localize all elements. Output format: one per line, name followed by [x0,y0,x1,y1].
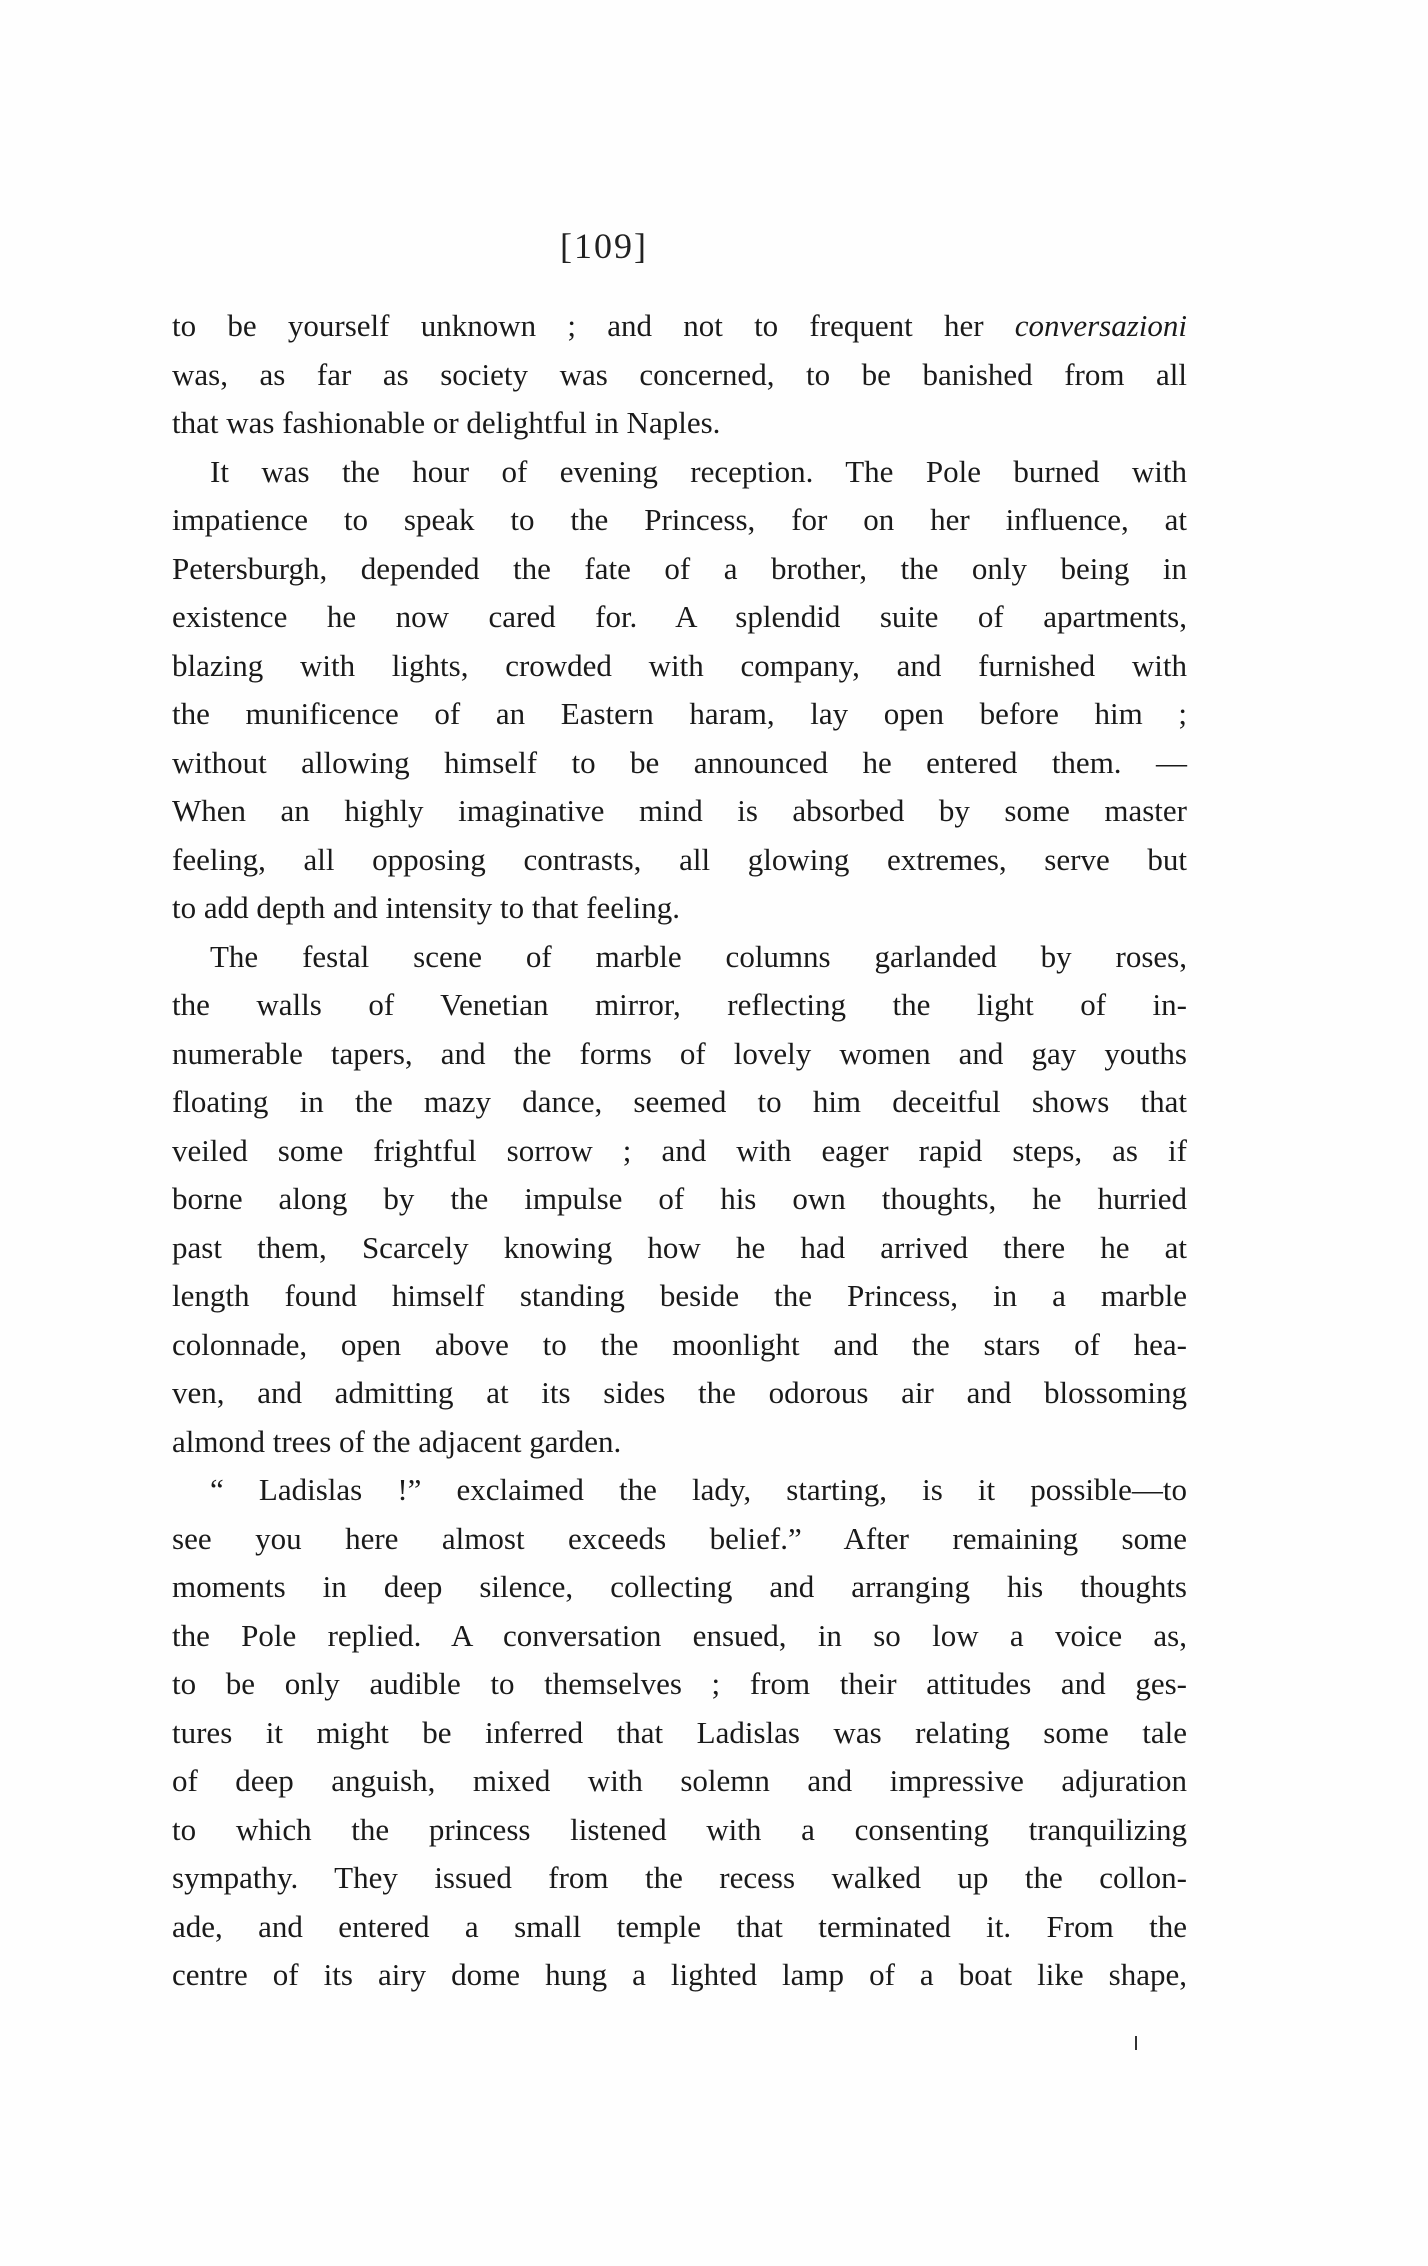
text-line: the Pole replied. A conversation ensued, in so low a voice as, [172,1617,1187,1653]
text-line: to add depth and intensity to that feeling. [172,890,680,925]
text-line: see you here almost exceeds belief.” After remaining some [172,1520,1187,1556]
text-line: to be only audible to themselves ; from their attitudes and ges- [172,1666,1187,1701]
text-line: past them, Scarcely knowing how he had arrived there he at [172,1229,1187,1265]
text-line: without allowing himself to be announced he entered them. — [172,744,1187,780]
text-line: of deep anguish, mixed with solemn and impressive adjuration [172,1763,1187,1798]
text-line: “ Ladislas !” exclaimed the lady, starting, is it possible—to [210,1472,1187,1507]
text-line: tures it might be inferred that Ladislas was relating some tale [172,1714,1187,1750]
italic-word: conversazioni [1014,308,1187,343]
text-line: When an highly imaginative mind is absorbed by some master [172,793,1187,828]
text-line: floating in the mazy dance, seemed to him deceitful shows that [172,1084,1187,1119]
text-line: Petersburgh, depended the fate of a brother, the only being in [172,550,1187,586]
text-line: colonnade, open above to the moonlight and the stars of hea- [172,1326,1187,1362]
text-line: blazing with lights, crowded with company, and furnished with [172,647,1187,683]
text-line: that was fashionable or delightful in Naples. [172,405,721,440]
text-line: to which the princess listened with a consenting tranquilizing [172,1811,1187,1847]
text-line: veiled some frightful sorrow ; and with eager rapid steps, as if [172,1132,1187,1168]
text-line: The festal scene of marble columns garlanded by roses, [210,938,1187,974]
text-line: existence he now cared for. A splendid suite of apartments, [172,599,1187,634]
text-line: sympathy. They issued from the recess walked up the collon- [172,1860,1187,1895]
text-line: moments in deep silence, collecting and arranging his thoughts [172,1569,1187,1604]
text-line: centre of its airy dome hung a lighted lamp of a boat like shape, [172,1957,1187,1992]
text-line: was, as far as society was concerned, to be banished from all [172,356,1187,392]
text-line: ade, and entered a small temple that terminated it. From the [172,1908,1187,1944]
body-text [172,302,1187,2000]
text-line: impatience to speak to the Princess, for on her influence, at [172,502,1187,537]
text-line: almond trees of the adjacent garden. [172,1423,622,1459]
text-line: numerable tapers, and the forms of lovely women and gay youths [172,1035,1187,1071]
text-line: feeling, all opposing contrasts, all glowing extremes, serve but [172,841,1187,877]
text-line: It was the hour of evening reception. The Pole burned with [210,453,1187,489]
text-line: the munificence of an Eastern haram, lay open before him ; [172,696,1187,731]
text-line: ven, and admitting at its sides the odorous air and blossoming [172,1375,1187,1410]
text-line: to be yourself unknown ; and not to frequent her conversazioni [172,308,1187,343]
page-number: [109] [560,226,648,266]
text-line: length found himself standing beside the Princess, in a marble [172,1278,1187,1313]
print-mark [1135,2036,1137,2050]
text-line: the walls of Venetian mirror, reflecting the light of in- [172,987,1187,1022]
text-line: borne along by the impulse of his own thoughts, he hurried [172,1181,1187,1216]
